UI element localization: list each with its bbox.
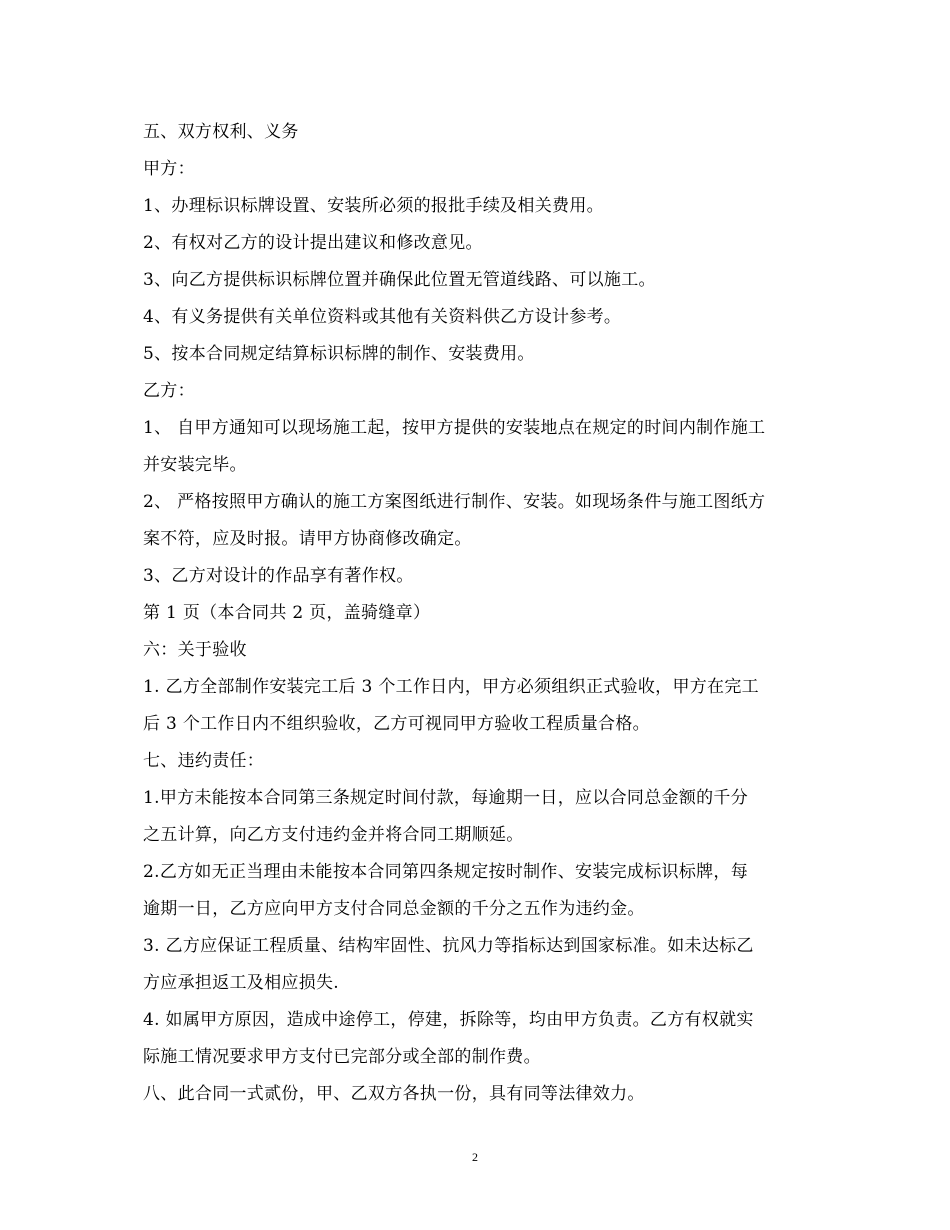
text-line: 逾期一日，乙方应向甲方支付合同总金额的千分之五作为违约金。 — [143, 899, 645, 919]
text-line: 5、按本合同规定结算标识标牌的制作、安装费用。 — [143, 344, 535, 364]
text-line: 方应承担返工及相应损失. — [143, 973, 340, 993]
text-line: 3、乙方对设计的作品享有著作权。 — [143, 566, 414, 586]
party-a-heading: 甲方： — [143, 159, 195, 179]
text-line: 4、有义务提供有关单位资料或其他有关资料供乙方设计参考。 — [143, 307, 622, 327]
text-line: 案不符，应及时报。请甲方协商修改确定。 — [143, 529, 472, 549]
text-line: 2、 严格按照甲方确认的施工方案图纸进行制作、安装。如现场条件与施工图纸方 — [143, 492, 766, 512]
section-heading-liability: 七、违约责任： — [143, 751, 265, 771]
text-line: 3、向乙方提供标识标牌位置并确保此位置无管道线路、可以施工。 — [143, 270, 656, 290]
page-note: 第 1 页（本合同共 2 页，盖骑缝章） — [143, 603, 431, 623]
text-line: 后 3 个工作日内不组织验收，乙方可视同甲方验收工程质量合格。 — [143, 714, 650, 734]
section-heading-copies: 八、此合同一式贰份，甲、乙双方各执一份，具有同等法律效力。 — [143, 1084, 645, 1104]
text-line: 1.甲方未能按本合同第三条规定时间付款，每逾期一日，应以合同总金额的千分 — [143, 788, 749, 808]
document-body — [143, 114, 815, 1113]
text-line: 并安装完毕。 — [143, 455, 247, 475]
text-line: 3. 乙方应保证工程质量、结构牢固性、抗风力等指标达到国家标准。如未达标乙 — [143, 936, 754, 956]
section-heading-acceptance: 六：关于验收 — [143, 640, 247, 660]
text-line: 1、 自甲方通知可以现场施工起，按甲方提供的安装地点在规定的时间内制作施工 — [143, 418, 766, 438]
text-line: 1、办理标识标牌设置、安装所必须的报批手续及相关费用。 — [143, 196, 604, 216]
text-line: 之五计算，向乙方支付违约金并将合同工期顺延。 — [143, 825, 524, 845]
text-line: 2.乙方如无正当理由未能按本合同第四条规定按时制作、安装完成标识标牌，每 — [143, 862, 749, 882]
text-line: 2、有权对乙方的设计提出建议和修改意见。 — [143, 233, 483, 253]
section-heading-rights: 五、双方权利、义务 — [143, 122, 299, 142]
text-line: 4. 如属甲方原因，造成中途停工，停建，拆除等，均由甲方负责。乙方有权就实 — [143, 1010, 754, 1030]
party-b-heading: 乙方： — [143, 381, 195, 401]
text-line: 1. 乙方全部制作安装完工后 3 个工作日内，甲方必须组织正式验收，甲方在完工 — [143, 677, 759, 697]
text-line: 际施工情况要求甲方支付已完部分或全部的制作费。 — [143, 1047, 541, 1067]
page-number: 2 — [472, 1150, 478, 1164]
